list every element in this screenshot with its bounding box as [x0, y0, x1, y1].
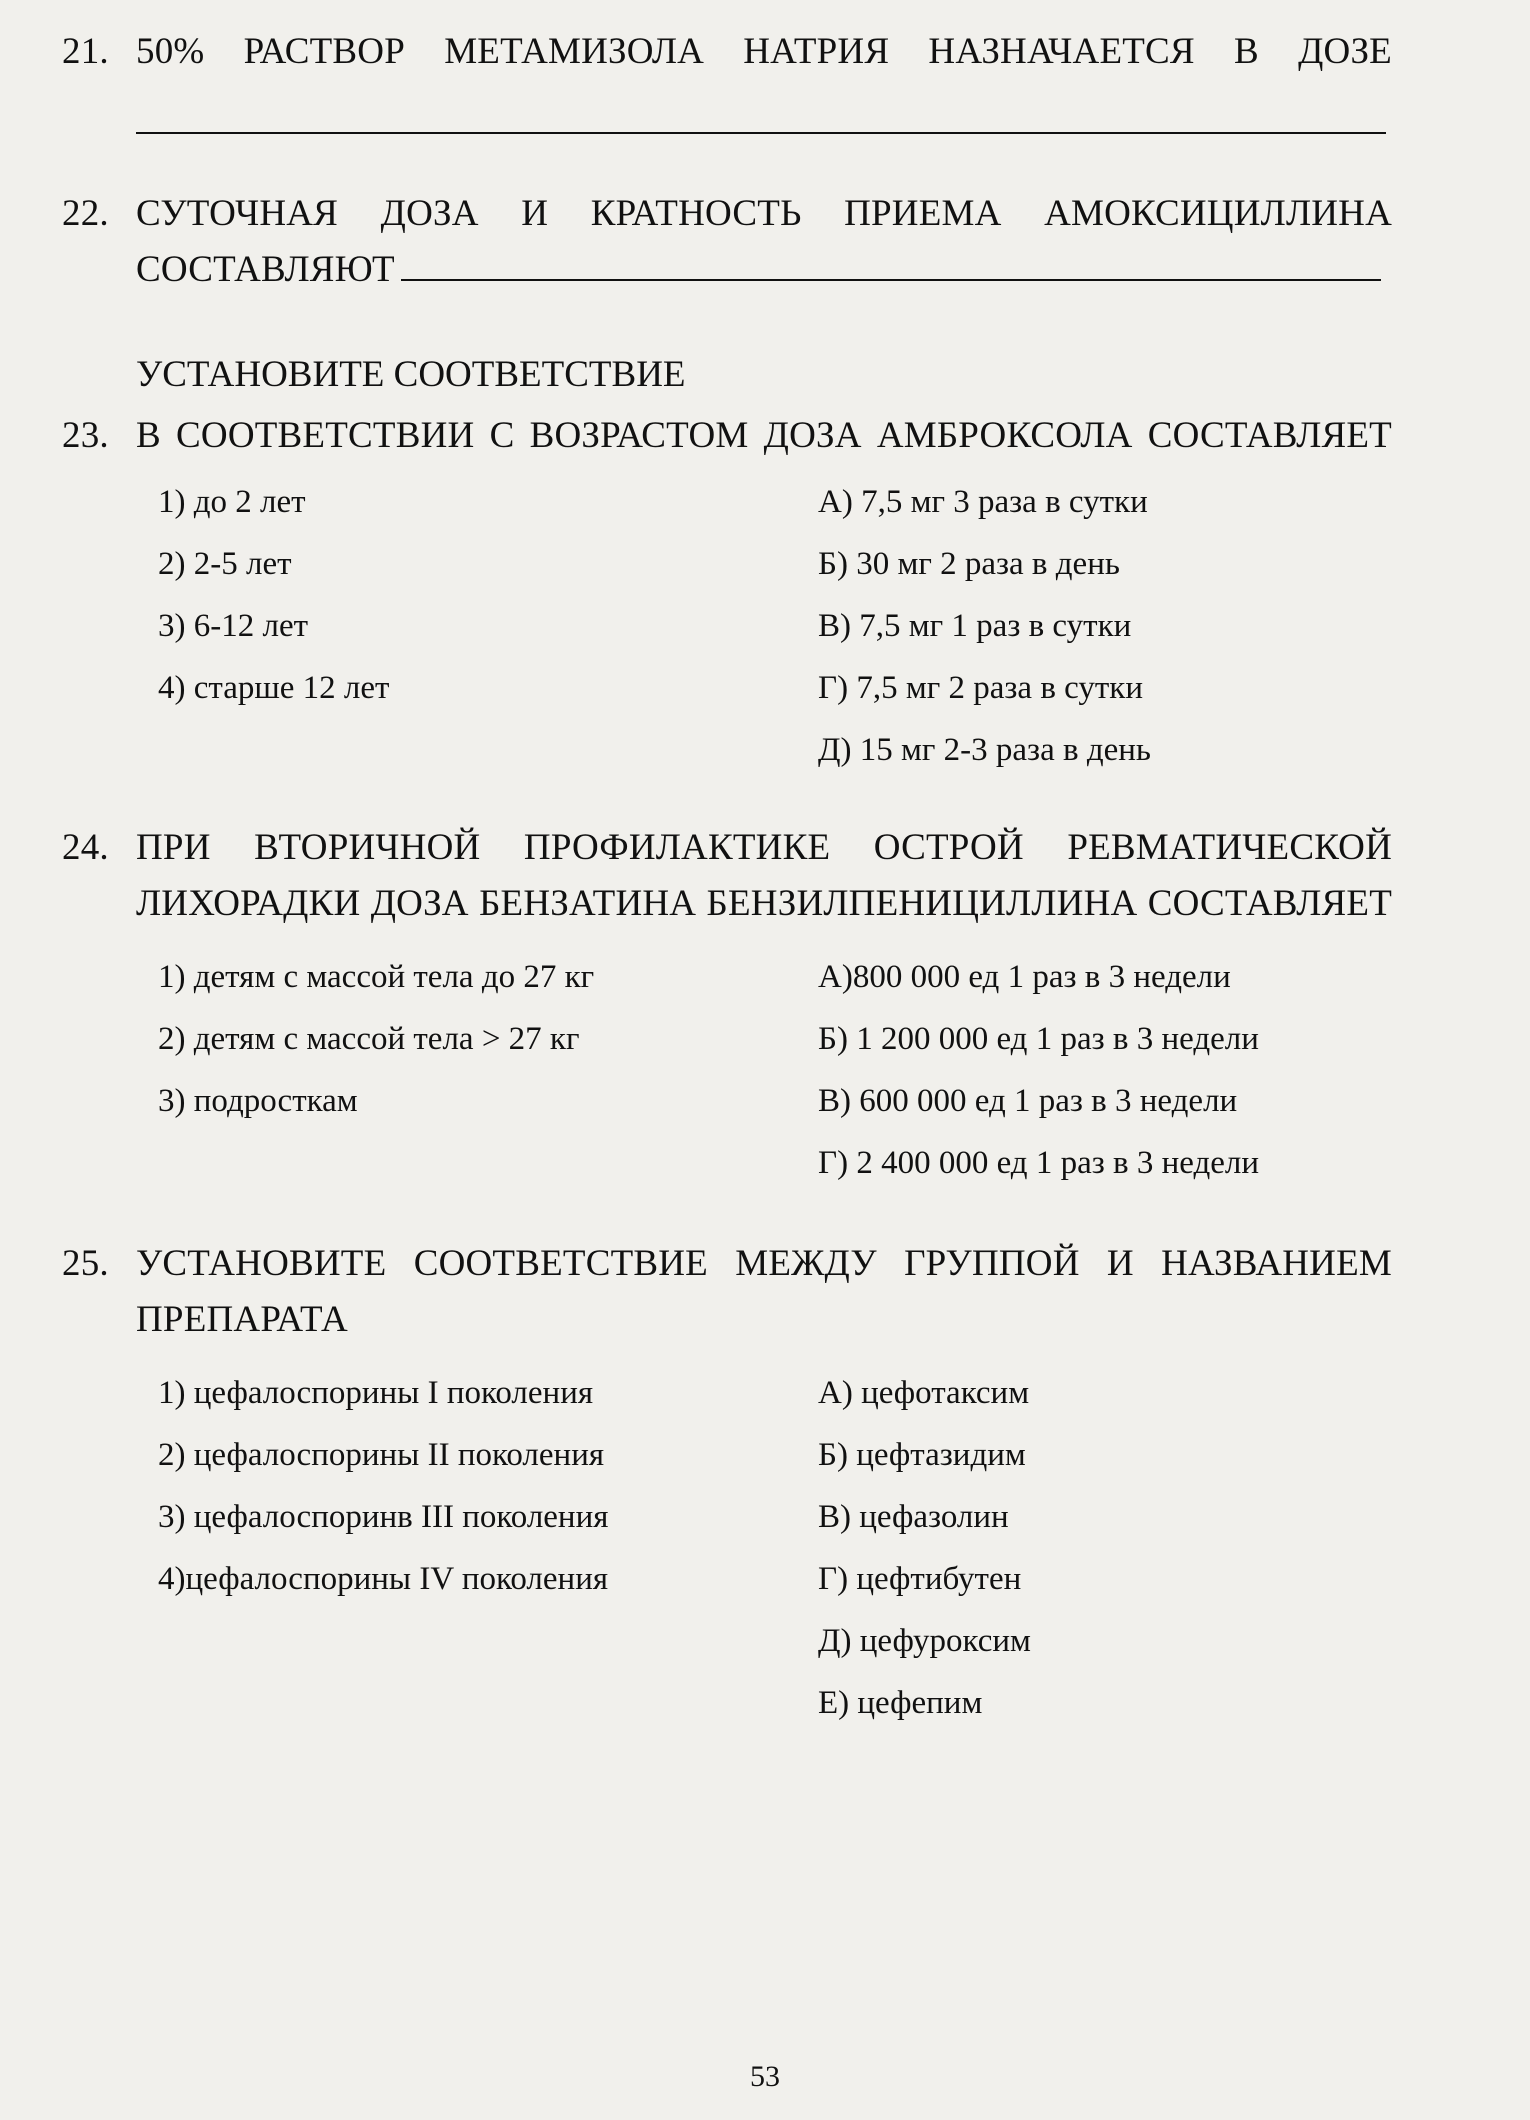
question-number: 25. [62, 1243, 109, 1284]
q24-left-column [158, 946, 594, 1132]
list-item: А) цефотаксим [818, 1375, 1030, 1411]
question-23 [62, 408, 1392, 464]
question-number: 23. [62, 415, 109, 456]
q23-left-column [158, 471, 389, 719]
q25-right-column [818, 1362, 1031, 1734]
instruction-heading: УСТАНОВИТЕ СООТВЕТСТВИЕ [136, 354, 686, 395]
answer-blank-line [401, 279, 1381, 281]
question-text-line1: СУТОЧНАЯ ДОЗА И КРАТНОСТЬ ПРИЕМА АМОКСИЦИЛЛИНА [136, 193, 1392, 234]
list-item: 3) 6-12 лет [158, 608, 309, 644]
question-number: 21. [62, 31, 109, 72]
list-item: 4) старше 12 лет [158, 670, 390, 706]
list-item: Г) цефтибутен [818, 1561, 1022, 1597]
list-item: Б) цефтазидим [818, 1437, 1026, 1473]
question-number: 22. [62, 193, 109, 234]
list-item: Б) 1 200 000 ед 1 раз в 3 недели [818, 1021, 1259, 1057]
list-item: Г) 2 400 000 ед 1 раз в 3 недели [818, 1145, 1260, 1181]
q25-left-column [158, 1362, 608, 1610]
question-24 [62, 820, 1392, 932]
question-25 [62, 1236, 1392, 1348]
page-number: 53 [750, 2060, 780, 2093]
list-item: Д) 15 мг 2-3 раза в день [818, 732, 1151, 768]
list-item: Е) цефепим [818, 1685, 983, 1721]
question-text-line2 [136, 242, 1392, 298]
question-21 [62, 24, 1392, 80]
list-item: 1) цефалоспорины I поколения [158, 1375, 594, 1411]
list-item: 3) подросткам [158, 1083, 358, 1119]
list-item: В) 7,5 мг 1 раз в сутки [818, 608, 1132, 644]
question-text-line1: УСТАНОВИТЕ СООТВЕТСТВИЕ МЕЖДУ ГРУППОЙ И НАЗВАНИЕМ [136, 1243, 1392, 1284]
list-item: 2) 2-5 лет [158, 546, 292, 582]
list-item: 1) до 2 лет [158, 484, 306, 520]
list-item: Д) цефуроксим [818, 1623, 1031, 1659]
question-text: В СООТВЕТСТВИИ С ВОЗРАСТОМ ДОЗА АМБРОКСОЛА СОСТАВЛЯЕТ [136, 415, 1392, 456]
q24-right-column [818, 946, 1259, 1194]
list-item: 4)цефалоспорины IV поколения [158, 1561, 609, 1597]
question-number: 24. [62, 827, 109, 868]
question-22 [62, 186, 1392, 298]
list-item: 3) цефалоспоринв III поколения [158, 1499, 609, 1535]
list-item: В) 600 000 ед 1 раз в 3 недели [818, 1083, 1238, 1119]
list-item: 2) детям с массой тела > 27 кг [158, 1021, 580, 1057]
list-item: Б) 30 мг 2 раза в день [818, 546, 1120, 582]
list-item: 1) детям с массой тела до 27 кг [158, 959, 595, 995]
question-text-line2: ЛИХОРАДКИ ДОЗА БЕНЗАТИНА БЕНЗИЛПЕНИЦИЛЛИНА СОСТАВЛЯЕТ [136, 883, 1392, 924]
list-item: А)800 000 ед 1 раз в 3 недели [818, 959, 1231, 995]
question-text: 50% РАСТВОР МЕТАМИЗОЛА НАТРИЯ НАЗНАЧАЕТСЯ В ДОЗЕ [136, 31, 1392, 72]
list-item: В) цефазолин [818, 1499, 1009, 1535]
question-text-line1: ПРИ ВТОРИЧНОЙ ПРОФИЛАКТИКЕ ОСТРОЙ РЕВМАТИЧЕСКОЙ [136, 827, 1392, 868]
question-text-line2-word: СОСТАВЛЯЮТ [136, 249, 395, 290]
question-text-line2: ПРЕПАРАТА [136, 1299, 348, 1340]
list-item: Г) 7,5 мг 2 раза в сутки [818, 670, 1143, 706]
list-item: А) 7,5 мг 3 раза в сутки [818, 484, 1148, 520]
list-item: 2) цефалоспорины II поколения [158, 1437, 605, 1473]
answer-blank-line [136, 132, 1386, 134]
q23-right-column [818, 471, 1151, 781]
